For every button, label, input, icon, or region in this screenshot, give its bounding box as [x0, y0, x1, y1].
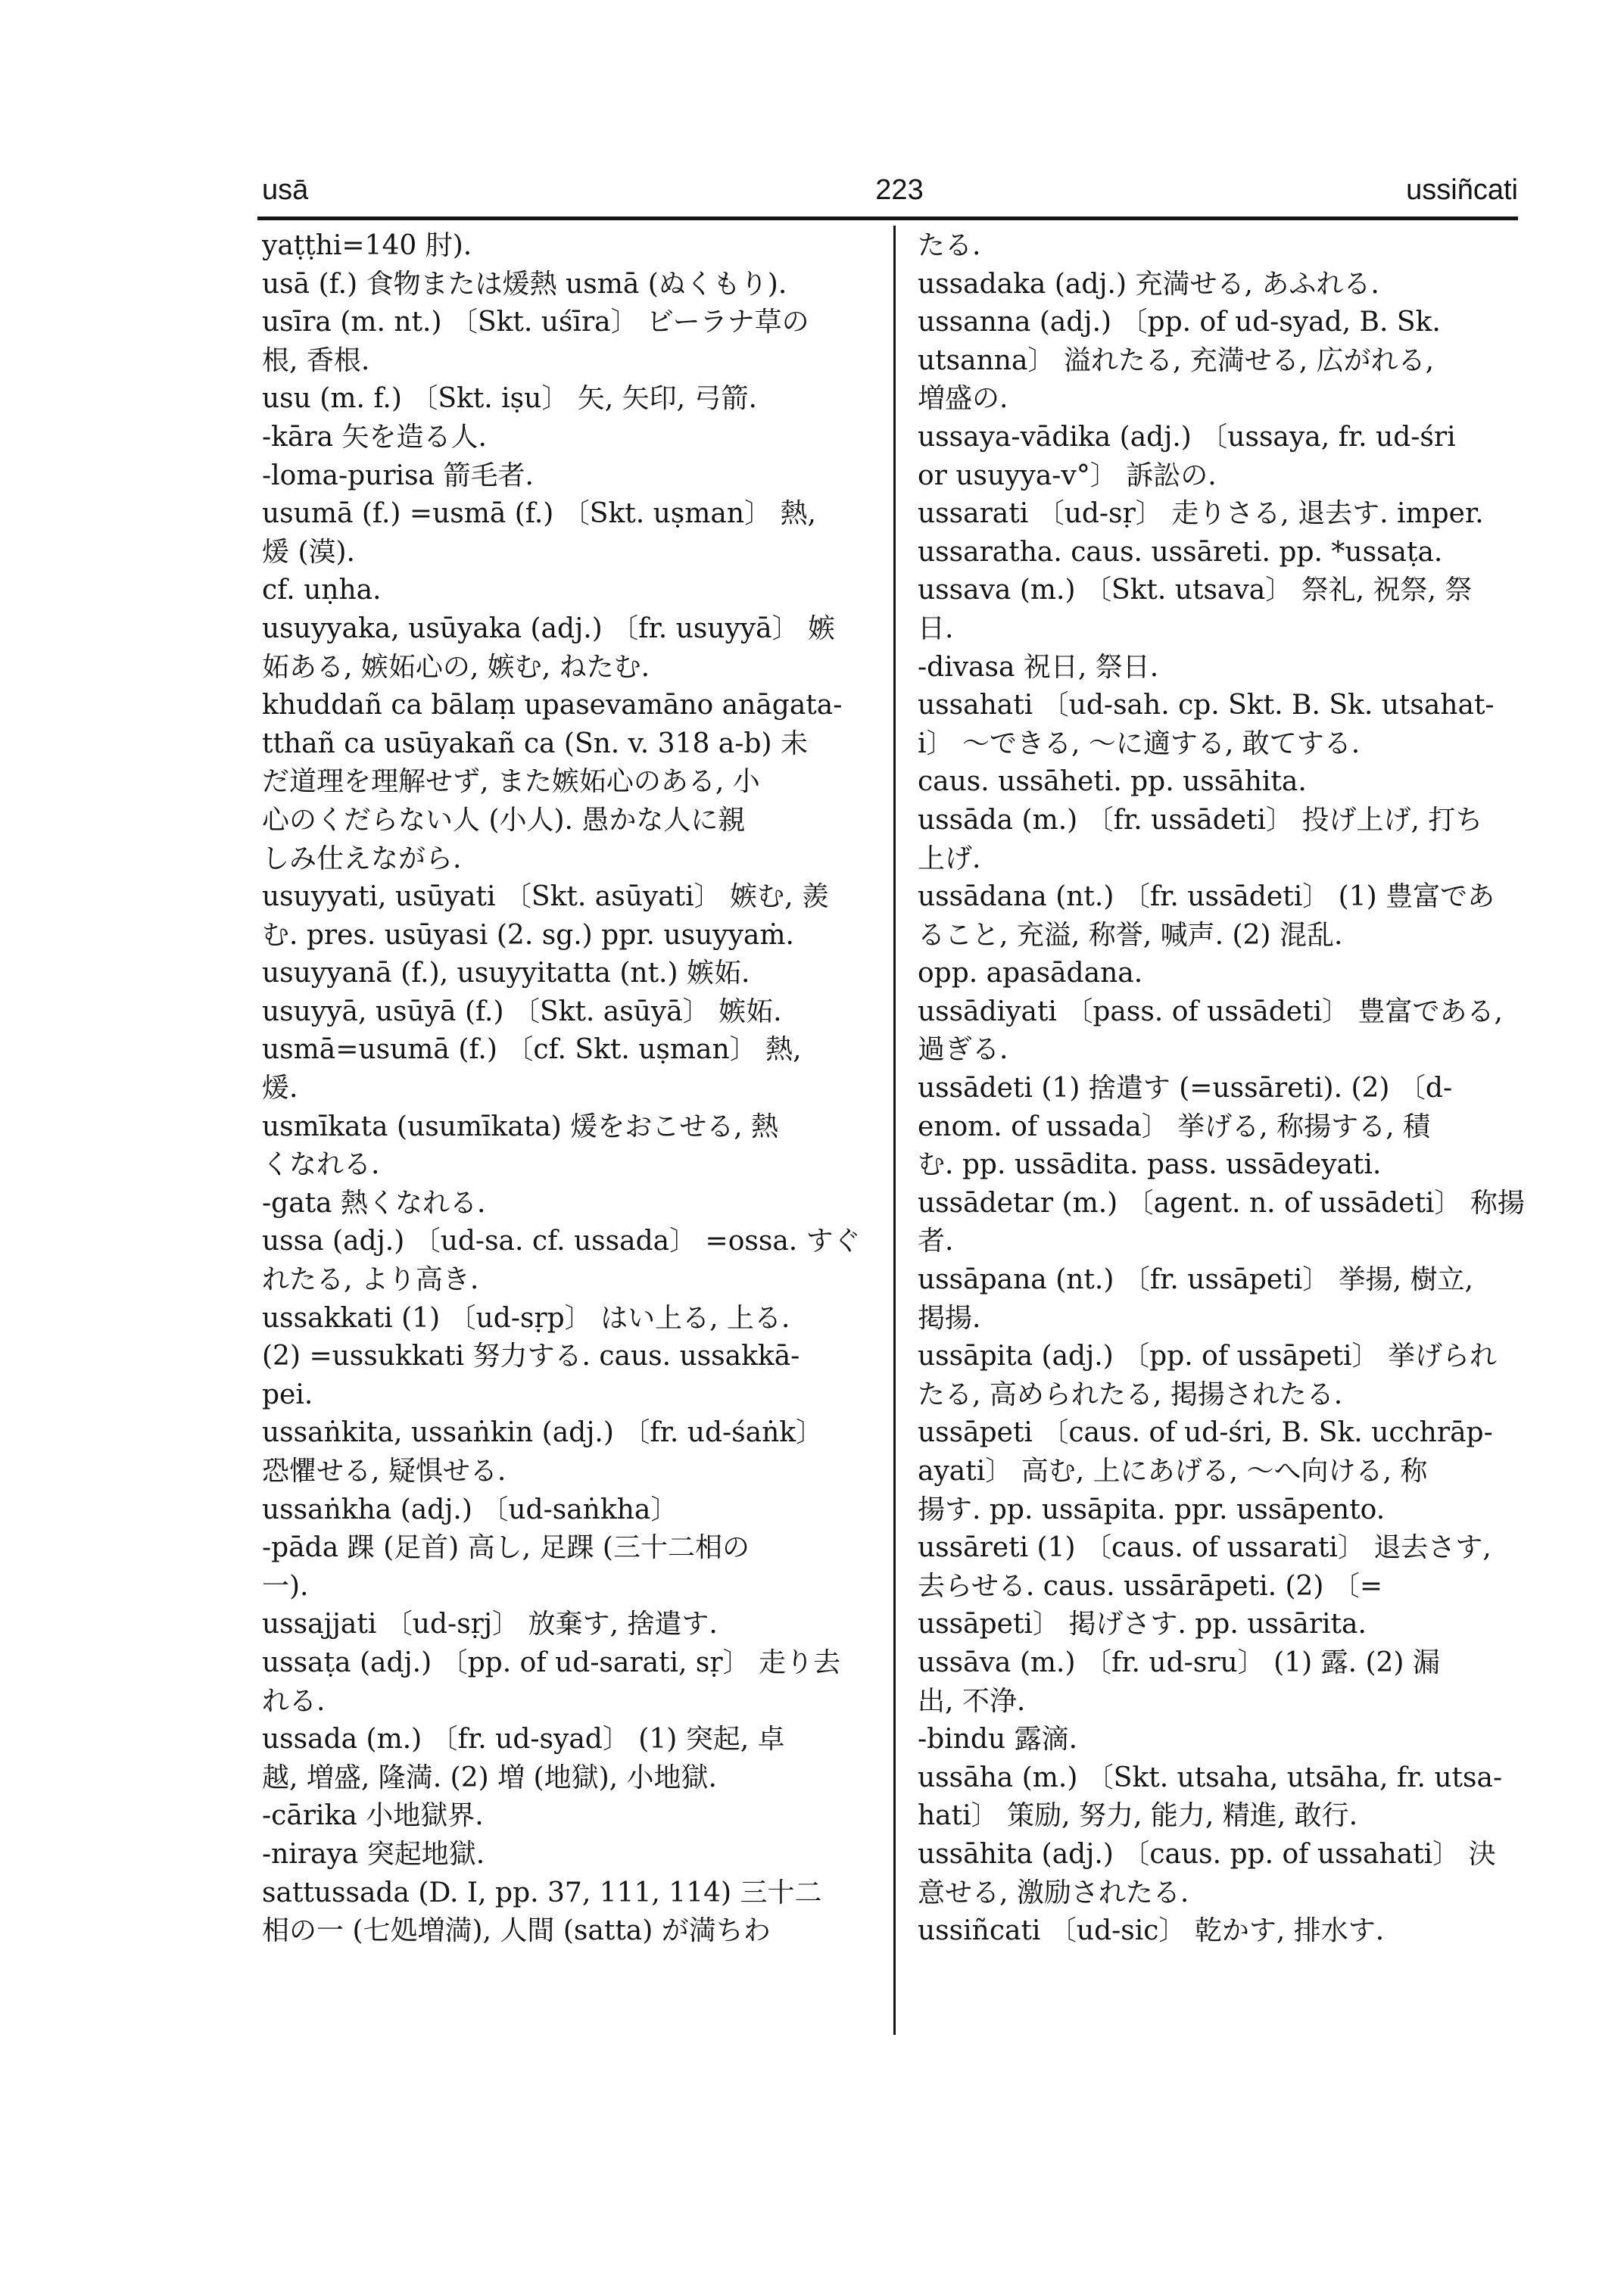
dictionary-line: ussava (m.) 〔Skt. utsava〕 祭礼, 祝祭, 祭 — [918, 575, 1473, 606]
dictionary-line: usmīkata (usumīkata) 煖をおこせる, 熱 — [262, 1111, 779, 1142]
running-head-right: ussiñcati — [1406, 174, 1518, 206]
dictionary-line: ussarati 〔ud-sṛ〕 走りさる, 退去す. imper. — [918, 498, 1484, 530]
dictionary-line: 恐懼せる, 疑惧せる. — [262, 1456, 507, 1487]
dictionary-line: pei. — [262, 1379, 313, 1410]
right-column — [918, 227, 1525, 1951]
dictionary-line: yaṭṭhi=140 肘). — [262, 230, 472, 261]
dictionary-line: 心のくだらない人 (小人). 愚かな人に親 — [262, 804, 746, 836]
dictionary-line: れる. — [262, 1685, 326, 1717]
dictionary-line: 揚す. pp. ussāpita. ppr. ussāpento. — [918, 1494, 1386, 1525]
dictionary-line: ussāpita (adj.) 〔pp. of ussāpeti〕 挙げられ — [918, 1341, 1497, 1372]
dictionary-line: -divasa 祝日, 祭日. — [918, 651, 1159, 683]
dictionary-line: ussajjati 〔ud-sṛj〕 放棄す, 捨遣す. — [262, 1609, 718, 1640]
dictionary-line: ayati〕 高む, 上にあげる, ～へ向ける, 称 — [918, 1456, 1428, 1487]
dictionary-line: ussādetar (m.) 〔agent. n. of ussādeti〕 称揚 — [918, 1187, 1525, 1219]
dictionary-line: ussaṅkha (adj.) 〔ud-saṅkha〕 — [262, 1494, 678, 1525]
dictionary-line: ussādeti (1) 捨遣す (=ussāreti). (2) 〔d- — [918, 1073, 1453, 1104]
dictionary-line: -loma-purisa 箭毛者. — [262, 460, 534, 491]
dictionary-line: sattussada (D. I, pp. 37, 111, 114) 三十二 — [262, 1877, 822, 1908]
dictionary-line: opp. apasādana. — [918, 958, 1143, 989]
dictionary-line: usuyyaka, usūyaka (adj.) 〔fr. usuyyā〕 嫉 — [262, 612, 836, 644]
dictionary-line: ること, 充溢, 称誉, 喊声. (2) 混乱. — [918, 919, 1343, 951]
dictionary-line: -kāra 矢を造る人. — [262, 421, 488, 453]
dictionary-line: ussāpeti 〔caus. of ud-śri, B. Sk. ucchrāp- — [918, 1417, 1493, 1449]
dictionary-line: しみ仕えながら. — [262, 843, 462, 874]
dictionary-line: usā (f.) 食物または煖熱 usmā (ぬくもり). — [262, 268, 787, 300]
dictionary-line: ussāreti (1) 〔caus. of ussarati〕 退去さす, — [918, 1532, 1492, 1564]
dictionary-line: ussahati 〔ud-sah. cp. Skt. B. Sk. utsahat- — [918, 690, 1495, 721]
dictionary-line: 者. — [918, 1226, 954, 1257]
dictionary-line: ussiñcati 〔ud-sic〕 乾かす, 排水す. — [918, 1915, 1385, 1947]
dictionary-line: usu (m. f.) 〔Skt. iṣu〕 矢, 矢印, 弓箭. — [262, 383, 757, 415]
left-column — [262, 227, 860, 1951]
dictionary-line: usuyyanā (f.), usuyyitatta (nt.) 嫉妬. — [262, 958, 750, 989]
dictionary-line: ussaya-vādika (adj.) 〔ussaya, fr. ud-śri — [918, 421, 1456, 453]
dictionary-line: usīra (m. nt.) 〔Skt. uśīra〕 ビーラナ草の — [262, 307, 809, 338]
dictionary-line: 出, 不浄. — [918, 1685, 1026, 1717]
dictionary-line: enom. of ussada〕 挙げる, 称揚する, 積 — [918, 1111, 1430, 1142]
dictionary-line: ussadaka (adj.) 充満せる, あふれる. — [918, 268, 1379, 300]
dictionary-line: 過ぎる. — [918, 1034, 1008, 1066]
dictionary-line: ussa (adj.) 〔ud-sa. cf. ussada〕 =ossa. すぐ — [262, 1226, 861, 1257]
dictionary-line: hati〕 策励, 努力, 能力, 精進, 敢行. — [918, 1800, 1358, 1832]
dictionary-line: caus. ussāheti. pp. ussāhita. — [918, 766, 1307, 798]
dictionary-line: む. pres. usūyasi (2. sg.) ppr. usuyyaṁ. — [262, 919, 794, 951]
dictionary-line: ussāhita (adj.) 〔caus. pp. of ussahati〕 決 — [918, 1838, 1496, 1870]
dictionary-line: ussaratha. caus. ussāreti. pp. *ussaṭa. — [918, 536, 1443, 568]
dictionary-line: 増盛の. — [918, 383, 1008, 415]
dictionary-line: i〕 ～できる, ～に適する, 敢てする. — [918, 727, 1361, 759]
dictionary-line: れたる, より高き. — [262, 1264, 479, 1296]
running-head-left: usā — [262, 174, 309, 206]
dictionary-line: む. pp. ussādita. pass. ussādeyati. — [918, 1149, 1382, 1181]
dictionary-line: tthañ ca usūyakañ ca (Sn. v. 318 a-b) 未 — [262, 727, 808, 759]
dictionary-line: ussāpeti〕 掲げさす. pp. ussārita. — [918, 1609, 1367, 1640]
dictionary-line: 日. — [918, 612, 954, 644]
dictionary-line: -bindu 露滴. — [918, 1724, 1078, 1756]
dictionary-line: たる, 高められたる, 掲揚されたる. — [918, 1379, 1343, 1410]
dictionary-line: ussada (m.) 〔fr. ud-syad〕 (1) 突起, 卓 — [262, 1724, 785, 1756]
dictionary-line: ussaṅkita, ussaṅkin (adj.) 〔fr. ud-śaṅk〕 — [262, 1417, 824, 1449]
dictionary-line: 妬ある, 嫉妬心の, 嫉む, ねたむ. — [262, 651, 650, 683]
dictionary-line: たる. — [918, 230, 981, 261]
dictionary-line: usumā (f.) =usmā (f.) 〔Skt. uṣman〕 熱, — [262, 498, 816, 530]
dictionary-line: ussāda (m.) 〔fr. ussādeti〕 投げ上げ, 打ち — [918, 804, 1483, 836]
dictionary-line: -cārika 小地獄界. — [262, 1800, 484, 1832]
page-number: 223 — [875, 174, 924, 206]
dictionary-line: -pāda 踝 (足首) 高し, 足踝 (三十二相の — [262, 1532, 750, 1564]
dictionary-line: 根, 香根. — [262, 344, 370, 376]
dictionary-line: 掲揚. — [918, 1302, 981, 1334]
column-divider — [893, 226, 896, 2035]
header-rule — [257, 217, 1518, 220]
dictionary-line: 上げ. — [918, 843, 981, 874]
dictionary-line: cf. uṇha. — [262, 575, 382, 606]
dictionary-line: 相の一 (七処増満), 人間 (satta) が満ちわ — [262, 1915, 771, 1947]
dictionary-line: ussaṭa (adj.) 〔pp. of ud-sarati, sṛ〕 走り去 — [262, 1647, 841, 1678]
dictionary-line: だ道理を理解せず, また嫉妬心のある, 小 — [262, 766, 760, 798]
dictionary-line: 煖 (漠). — [262, 536, 355, 568]
dictionary-line: (2) =ussukkati 努力する. caus. ussakkā- — [262, 1341, 800, 1372]
dictionary-line: 越, 増盛, 隆満. (2) 増 (地獄), 小地獄. — [262, 1762, 717, 1793]
dictionary-line: 煖. — [262, 1073, 298, 1104]
dictionary-line: 去らせる. caus. ussārāpeti. (2) 〔= — [918, 1570, 1383, 1602]
dictionary-line: usuyyati, usūyati 〔Skt. asūyati〕 嫉む, 羨 — [262, 881, 829, 913]
dictionary-line: ussāpana (nt.) 〔fr. ussāpeti〕 挙揚, 樹立, — [918, 1264, 1473, 1296]
dictionary-line: 意せる, 激励されたる. — [918, 1877, 1189, 1908]
dictionary-line: ussādiyati 〔pass. of ussādeti〕 豊富である, — [918, 995, 1503, 1027]
dictionary-line: ussāha (m.) 〔Skt. utsaha, utsāha, fr. utsa- — [918, 1762, 1503, 1793]
dictionary-line: or usuyya-v°〕 訴訟の. — [918, 460, 1217, 491]
dictionary-line: ussādana (nt.) 〔fr. ussādeti〕 (1) 豊富であ — [918, 881, 1495, 913]
dictionary-line: ussanna (adj.) 〔pp. of ud-syad, B. Sk. — [918, 307, 1441, 338]
dictionary-line: くなれる. — [262, 1149, 380, 1181]
dictionary-line: 一). — [262, 1570, 309, 1602]
dictionary-line: -niraya 突起地獄. — [262, 1838, 485, 1870]
dictionary-line: ussakkati (1) 〔ud-sṛp〕 はい上る, 上る. — [262, 1302, 790, 1334]
dictionary-line: ussāva (m.) 〔fr. ud-sru〕 (1) 露. (2) 漏 — [918, 1647, 1440, 1678]
dictionary-line: utsanna〕 溢れたる, 充満せる, 広がれる, — [918, 344, 1435, 376]
dictionary-line: usuyyā, usūyā (f.) 〔Skt. asūyā〕 嫉妬. — [262, 995, 782, 1027]
dictionary-line: usmā=usumā (f.) 〔cf. Skt. uṣman〕 熱, — [262, 1034, 802, 1066]
dictionary-line: -gata 熱くなれる. — [262, 1187, 486, 1219]
dictionary-line: khuddañ ca bālaṃ upasevamāno anāgata- — [262, 690, 843, 721]
